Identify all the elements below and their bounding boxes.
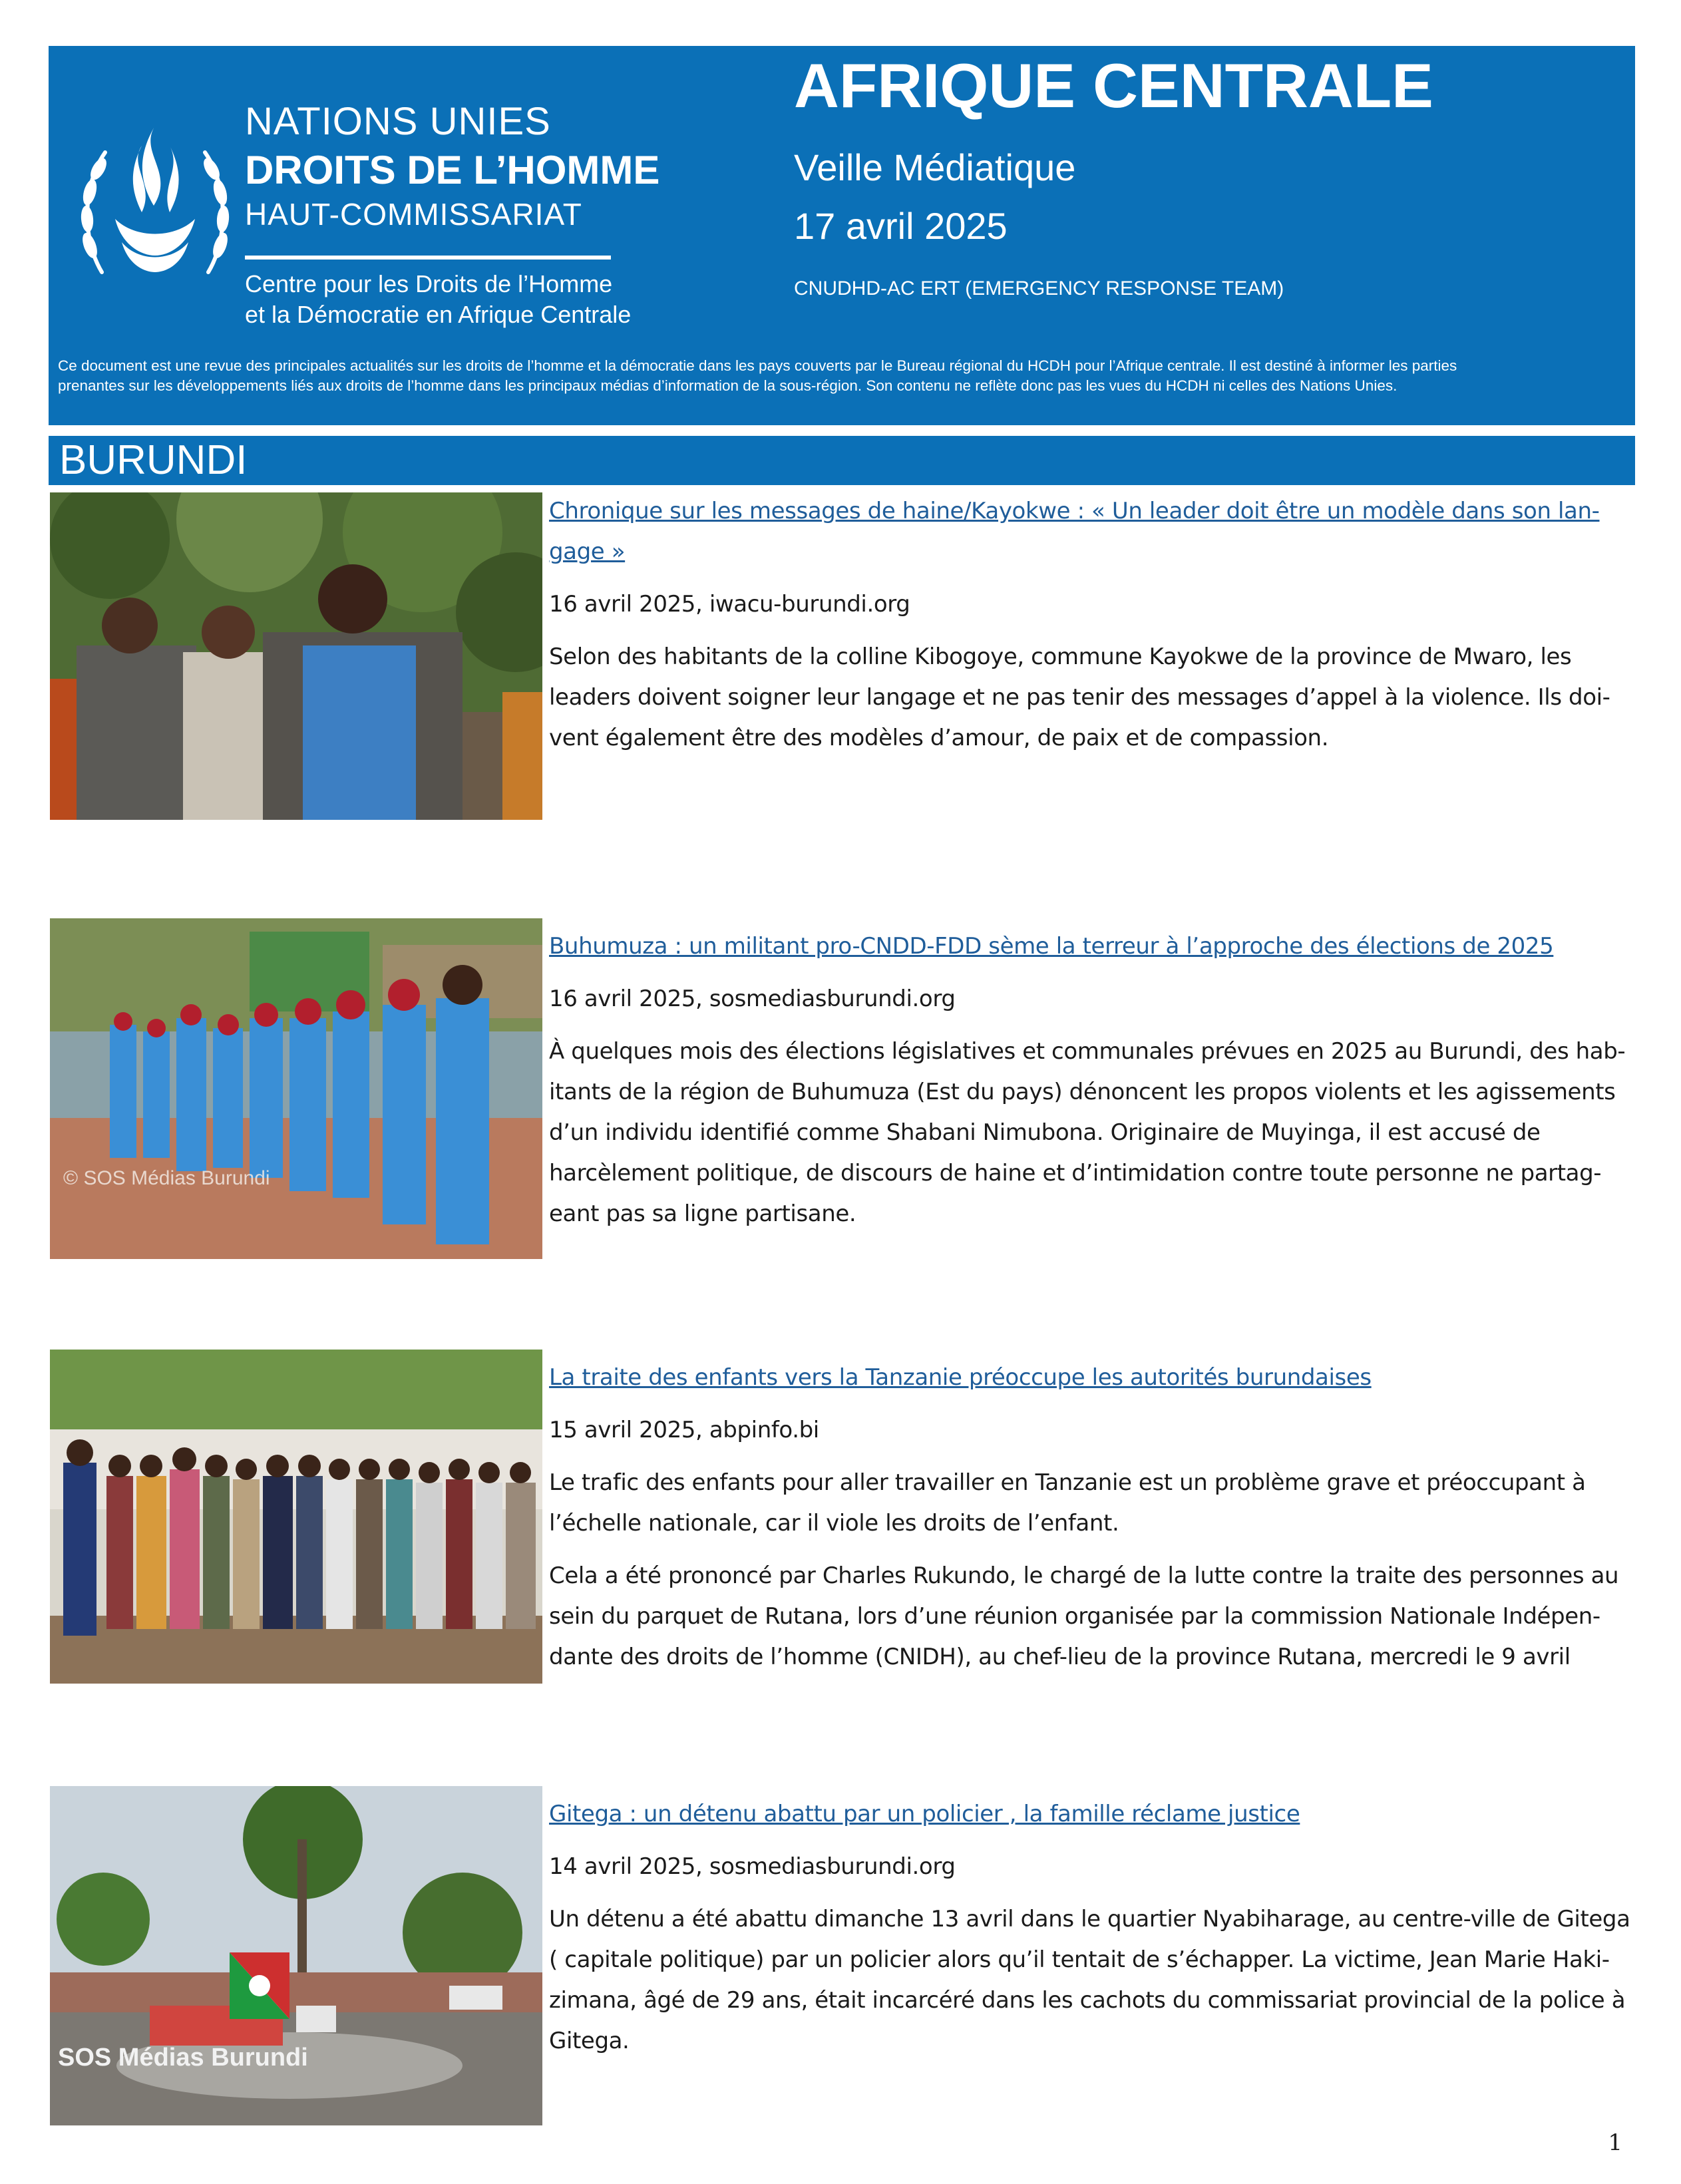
- page-number: 1: [1608, 2129, 1622, 2156]
- article-headline-link[interactable]: [549, 926, 1640, 967]
- logo-centre-text: [245, 269, 631, 330]
- disclaimer-line: Ce document est une revue des principales actualités sur les droits de l’homme et la démocratie dans les pays couverts par le Bureau régional du HCDH pour l’Afrique centrale. Il est destiné à informer les parties: [58, 357, 1457, 374]
- photo-men-interview: [50, 492, 542, 820]
- article-paragraph: [549, 1463, 1640, 1544]
- article-body: [549, 491, 1640, 759]
- photo-watermark: © SOS Médias Burundi: [63, 1167, 270, 1189]
- headline-line[interactable]: Chronique sur les messages de haine/Kayokwe : « Un leader doit être un modèle dans son lan-: [549, 498, 1600, 524]
- article-paragraph: [549, 1899, 1640, 2062]
- article-headline-link[interactable]: [549, 1358, 1640, 1398]
- headline-line[interactable]: Gitega : un détenu abattu par un policier , la famille réclame justice: [549, 1801, 1300, 1827]
- paragraph-line: l’échelle nationale, car il viole les droits de l’enfant.: [549, 1510, 1119, 1537]
- paragraph-line: d’un individu identifié comme Shabani Nimubona. Originaire de Muyinga, il est accusé de: [549, 1119, 1541, 1146]
- paragraph-line: dante des droits de l’homme (CNIDH), au chef-lieu de la province Rutana, mercredi le 9 avril: [549, 1644, 1571, 1670]
- article-headline-link[interactable]: [549, 491, 1640, 572]
- disclaimer-line: prenantes sur les développements liés aux droits de l’homme dans les principaux médias d’information de la sous-région. Son contenu ne reflète donc pas les vues du HCDH ni celles des Nations Unies.: [58, 377, 1398, 394]
- paragraph-line: Selon des habitants de la colline Kibogoye, commune Kayokwe de la province de Mwaro, les: [549, 643, 1572, 670]
- paragraph-line: Un détenu a été abattu dimanche 13 avril dans le quartier Nyabiharage, au centre-ville de Gitega: [549, 1906, 1630, 1932]
- report-date: 17 avril 2025: [794, 205, 1008, 247]
- article-paragraph: [549, 1556, 1640, 1678]
- logo-line-haut-commissariat: HAUT-COMMISSARIAT: [245, 197, 582, 232]
- photo-watermark: SOS Médias Burundi: [58, 2044, 308, 2072]
- photo-group-meeting: [50, 1350, 542, 1684]
- logo-text: [245, 98, 659, 234]
- un-human-rights-emblem-icon: [75, 106, 235, 305]
- article-photo: [50, 918, 542, 1259]
- logo-line-droits: DROITS DE L’HOMME: [245, 148, 660, 192]
- article-paragraph: [549, 1031, 1640, 1234]
- article-paragraph: [549, 637, 1640, 759]
- article-photo: [50, 492, 542, 820]
- article-photo: [50, 1786, 542, 2125]
- article-body: [549, 1358, 1640, 1678]
- paragraph-line: leaders doivent soigner leur langage et ne pas tenir des messages d’appel à la violence. Ils doi-: [549, 684, 1610, 711]
- article-meta: 14 avril 2025, sosmediasburundi.org: [549, 1853, 956, 1880]
- article-meta: 16 avril 2025, sosmediasburundi.org: [549, 986, 956, 1012]
- page-subtitle: Veille Médiatique: [794, 146, 1076, 188]
- team-label: CNUDHD-AC ERT (EMERGENCY RESPONSE TEAM): [794, 277, 1284, 299]
- paragraph-line: harcèlement politique, de discours de haine et d’intimidation contre toute personne ne partag-: [549, 1160, 1602, 1186]
- paragraph-line: itants de la région de Buhumuza (Est du pays) dénoncent les propos violents et les agissements: [549, 1079, 1616, 1105]
- logo-line-democratie: et la Démocratie en Afrique Centrale: [245, 301, 632, 328]
- disclaimer: [58, 356, 1615, 396]
- paragraph-line: Le trafic des enfants pour aller travailler en Tanzanie est un problème grave et préoccupant à: [549, 1469, 1586, 1496]
- photo-militants-parade: [50, 918, 542, 1259]
- headline-line[interactable]: Buhumuza : un militant pro-CNDD-FDD sème la terreur à l’approche des élections de 2025: [549, 933, 1554, 960]
- article-body: [549, 926, 1640, 1234]
- paragraph-line: À quelques mois des élections législatives et communales prévues en 2025 au Burundi, des hab-: [549, 1038, 1626, 1065]
- article-meta: 16 avril 2025, iwacu-burundi.org: [549, 591, 910, 618]
- logo-divider: [245, 256, 611, 260]
- paragraph-line: ( capitale politique) par un policier alors qu’il tentait de s’échapper. La victime, Jean Marie Haki-: [549, 1946, 1610, 1973]
- paragraph-line: vent également être des modèles d’amour, de paix et de compassion.: [549, 725, 1329, 751]
- headline-line[interactable]: La traite des enfants vers la Tanzanie préoccupe les autorités burundaises: [549, 1364, 1372, 1391]
- logo-line-nations-unies: NATIONS UNIES: [245, 100, 551, 143]
- paragraph-line: zimana, âgé de 29 ans, était incarcéré dans les cachots du commissariat provincial de la police à: [549, 1987, 1626, 2014]
- report-header: [49, 46, 1635, 425]
- article-photo: [50, 1350, 542, 1684]
- paragraph-line: sein du parquet de Rutana, lors d’une réunion organisée par la commission Nationale Indépen-: [549, 1603, 1600, 1630]
- ohchr-logo: [75, 66, 660, 345]
- paragraph-line: eant pas sa ligne partisane.: [549, 1200, 856, 1227]
- article-meta: 15 avril 2025, abpinfo.bi: [549, 1417, 819, 1443]
- page-title: AFRIQUE CENTRALE: [794, 51, 1433, 120]
- section-title: BURUNDI: [59, 437, 248, 483]
- paragraph-line: Cela a été prononcé par Charles Rukundo, le chargé de la lutte contre la traite des personnes au: [549, 1562, 1619, 1589]
- article-headline-link[interactable]: [549, 1794, 1640, 1835]
- logo-line-centre: Centre pour les Droits de l’Homme: [245, 270, 613, 297]
- headline-line[interactable]: gage »: [549, 538, 626, 565]
- article-body: [549, 1794, 1640, 2062]
- paragraph-line: Gitega.: [549, 2028, 630, 2054]
- photo-gitega-roundabout: [50, 1786, 542, 2125]
- section-header-burundi: [49, 436, 1635, 485]
